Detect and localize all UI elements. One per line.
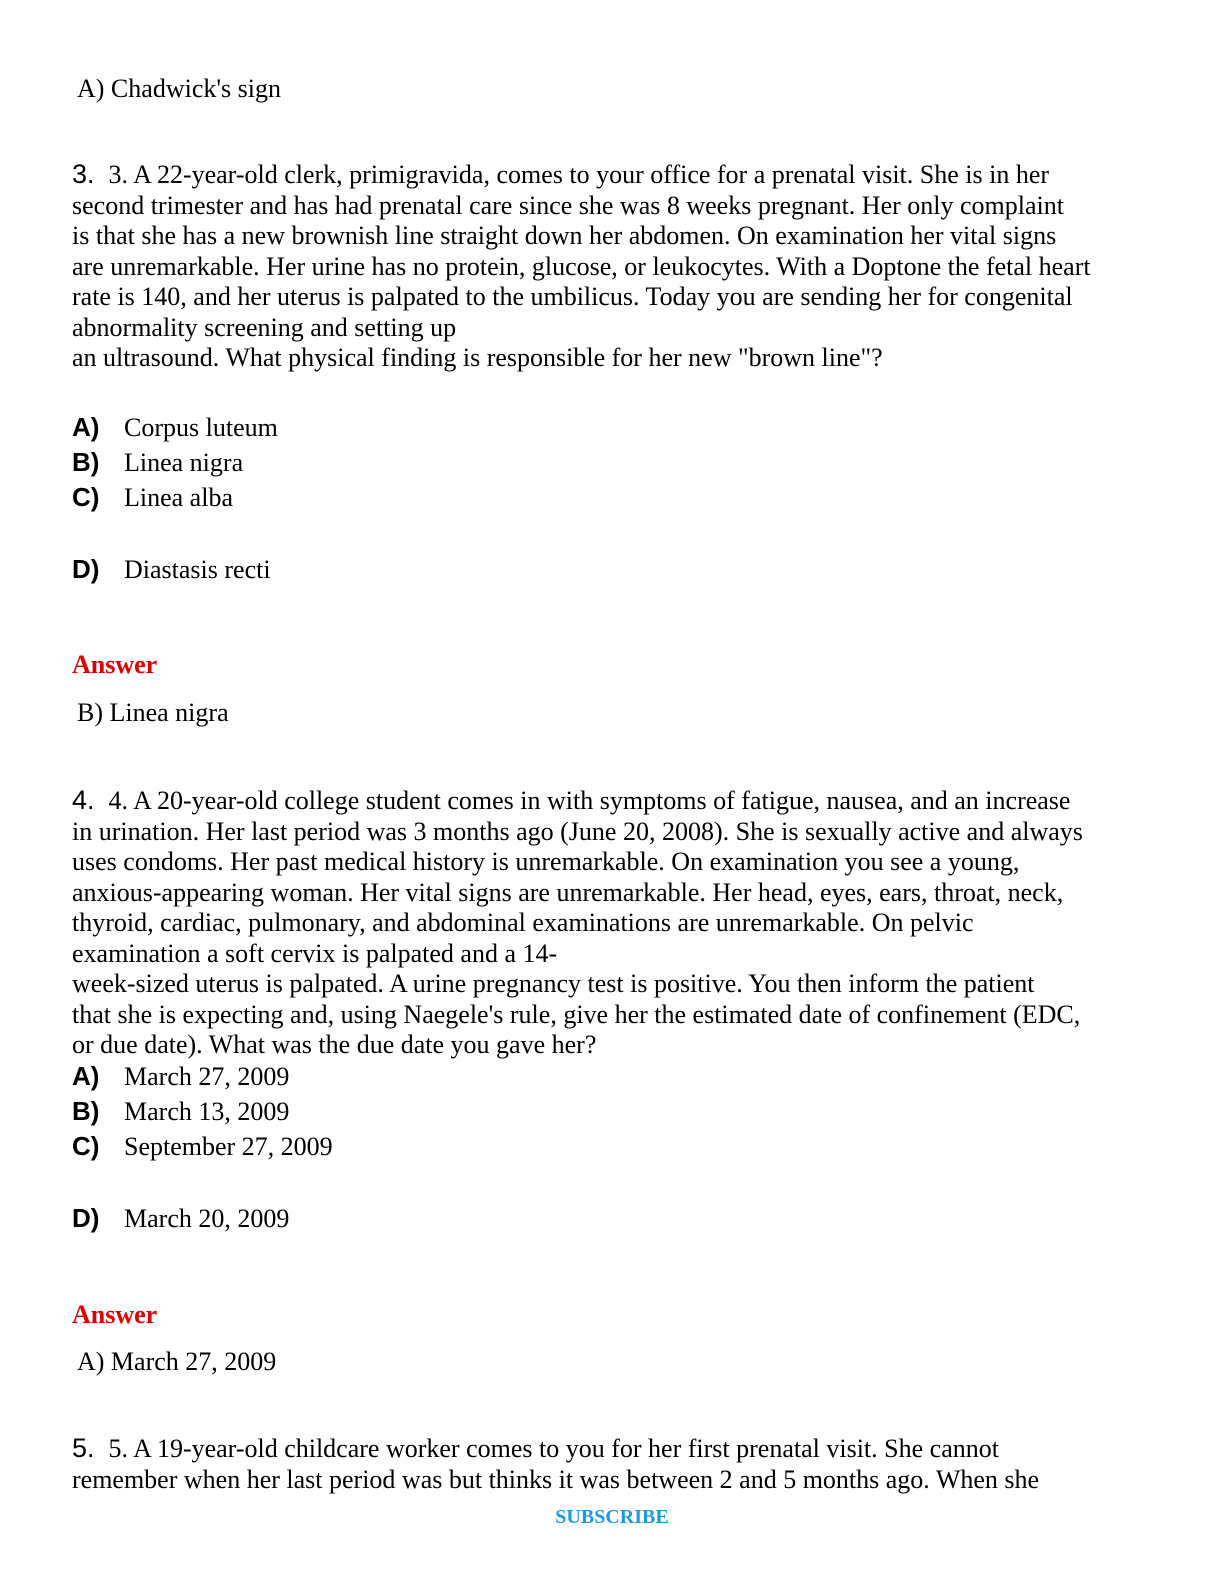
option-text: Diastasis recti <box>124 555 271 584</box>
option-a[interactable] <box>72 1059 289 1093</box>
question-line: rate is 140, and her uterus is palpated to the umbilicus. Today you are sending her for congenital <box>72 282 1073 311</box>
answer-heading: Answer <box>72 1300 158 1329</box>
previous-answer: A) Chadwick's sign <box>77 74 282 103</box>
option-letter: D) <box>72 1203 100 1233</box>
option-text: March 20, 2009 <box>124 1204 290 1233</box>
question-4 <box>72 785 1152 1061</box>
question-line: anxious-appearing woman. Her vital signs are unremarkable. Her head, eyes, ears, throat, neck, <box>72 877 1064 907</box>
question-number: 4. <box>72 785 95 815</box>
option-b[interactable] <box>72 445 243 479</box>
question-line: uses condoms. Her past medical history is unremarkable. On examination you see a young, <box>72 847 1020 876</box>
subscribe-link[interactable]: SUBSCRIBE <box>555 1506 669 1528</box>
option-letter: A) <box>72 412 100 442</box>
option-d[interactable] <box>72 1201 289 1235</box>
question-line: abnormality screening and setting up <box>72 312 457 342</box>
option-letter: C) <box>72 482 100 512</box>
option-letter: B) <box>72 447 100 477</box>
option-text: March 13, 2009 <box>124 1097 290 1126</box>
option-letter: D) <box>72 554 100 584</box>
option-b[interactable] <box>72 1094 289 1128</box>
question-number: 3. <box>72 159 95 189</box>
question-line <box>72 785 1152 817</box>
question-line <box>72 1433 1152 1465</box>
question-line: examination a soft cervix is palpated and a 14- <box>72 938 558 968</box>
question-line: an ultrasound. What physical finding is responsible for her new "brown line"? <box>72 343 883 372</box>
option-a[interactable] <box>72 410 278 444</box>
question-line <box>72 159 1152 191</box>
question-text: 5. A 19-year-old childcare worker comes to you for her first prenatal visit. She cannot <box>108 1434 999 1463</box>
question-text: 4. A 20-year-old college student comes in with symptoms of fatigue, nausea, and an increase <box>108 786 1071 815</box>
question-number: 5. <box>72 1433 95 1463</box>
question-line: that she is expecting and, using Naegele's rule, give her the estimated date of confinement (EDC, <box>72 999 1081 1029</box>
question-line: week-sized uterus is palpated. A urine pregnancy test is positive. You then inform the patient <box>72 969 1035 998</box>
option-text: September 27, 2009 <box>124 1132 333 1161</box>
question-3 <box>72 159 1152 374</box>
answer-heading: Answer <box>72 650 158 679</box>
option-letter: B) <box>72 1096 100 1126</box>
question-line: are unremarkable. Her urine has no protein, glucose, or leukocytes. With a Doptone the fetal heart <box>72 251 1091 281</box>
option-text: Corpus luteum <box>124 413 278 442</box>
answer-text: A) March 27, 2009 <box>77 1347 277 1376</box>
option-text: March 27, 2009 <box>124 1062 290 1091</box>
option-d[interactable] <box>72 552 271 586</box>
option-c[interactable] <box>72 480 233 514</box>
question-line: remember when her last period was but thinks it was between 2 and 5 months ago. When she <box>72 1464 1040 1494</box>
option-letter: A) <box>72 1061 100 1091</box>
question-line: is that she has a new brownish line straight down her abdomen. On examination her vital signs <box>72 221 1057 250</box>
question-line: thyroid, cardiac, pulmonary, and abdominal examinations are unremarkable. On pelvic <box>72 908 974 937</box>
option-c[interactable] <box>72 1129 333 1163</box>
question-line: or due date). What was the due date you gave her? <box>72 1030 597 1059</box>
question-line: second trimester and has had prenatal care since she was 8 weeks pregnant. Her only complaint <box>72 190 1064 220</box>
answer-text: B) Linea nigra <box>77 698 229 727</box>
question-line: in urination. Her last period was 3 months ago (June 20, 2008). She is sexually active and always <box>72 816 1083 846</box>
question-text: 3. A 22-year-old clerk, primigravida, comes to your office for a prenatal visit. She is in her <box>108 160 1050 189</box>
option-text: Linea alba <box>124 483 233 512</box>
option-text: Linea nigra <box>124 448 244 477</box>
question-5 <box>72 1433 1152 1495</box>
option-letter: C) <box>72 1131 100 1161</box>
